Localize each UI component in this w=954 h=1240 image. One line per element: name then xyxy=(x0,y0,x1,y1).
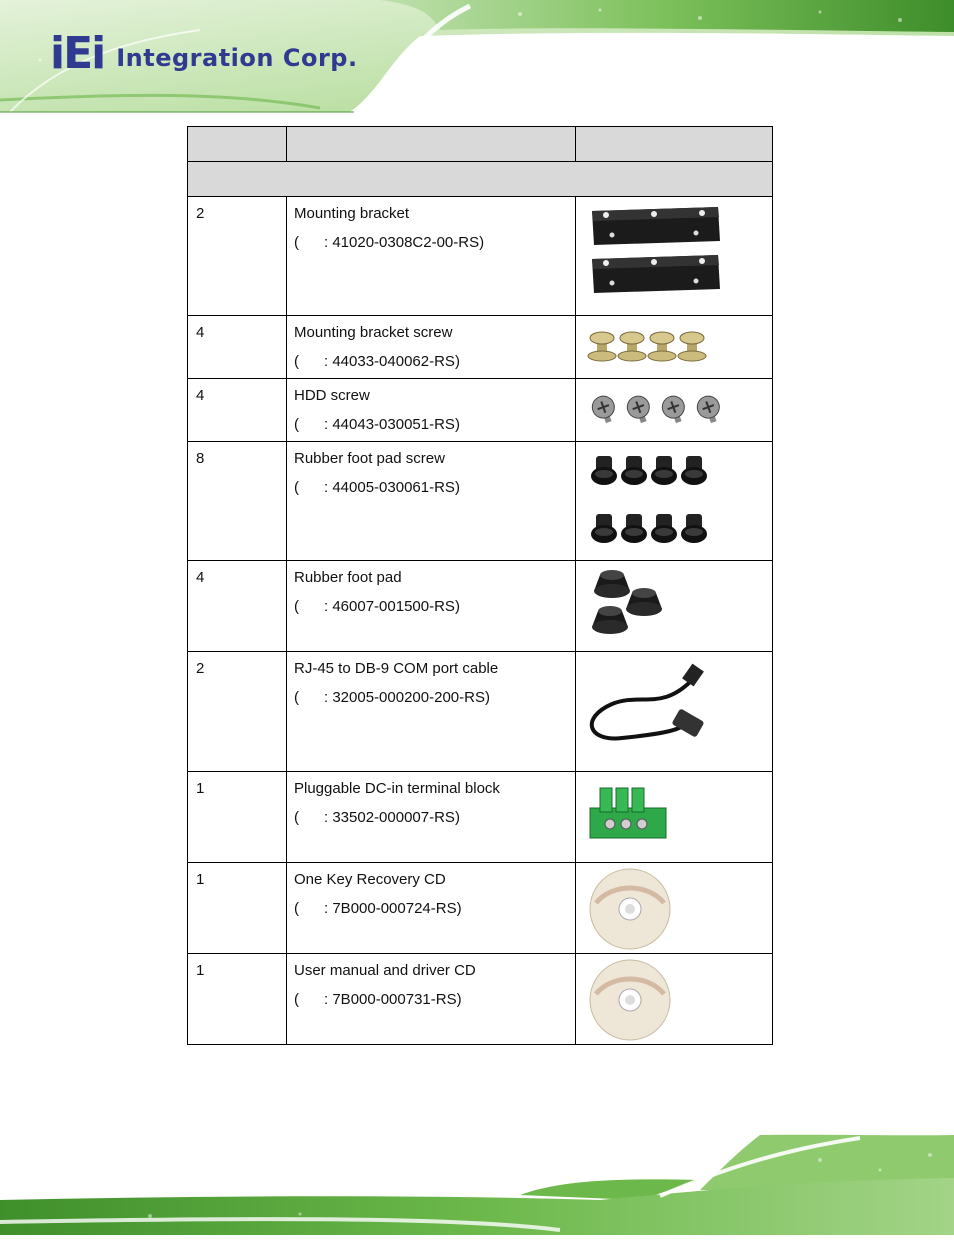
table-row xyxy=(188,954,773,1045)
item-name: Rubber foot pad xyxy=(294,569,402,586)
part-number-prefix: ( : xyxy=(294,234,333,251)
table-header-row xyxy=(188,127,773,162)
part-number-suffix: ) xyxy=(454,598,460,615)
part-number-prefix: ( : xyxy=(294,900,333,917)
part-number: 33502-000007-RS xyxy=(332,809,455,826)
item-image-cell xyxy=(576,954,773,1045)
part-number-prefix: ( : xyxy=(294,416,333,433)
part-number-prefix: ( : xyxy=(294,353,333,370)
part-number: 7B000-000731-RS xyxy=(332,991,457,1008)
part-number-prefix: ( : xyxy=(294,991,333,1008)
foot-pad-screw-image xyxy=(582,442,732,559)
footer-graphic xyxy=(0,1130,954,1235)
part-number-line xyxy=(294,689,575,707)
footer-banner xyxy=(0,1130,954,1235)
item-image-cell xyxy=(576,772,773,863)
mounting-bracket-image xyxy=(582,197,732,314)
item-description-cell xyxy=(287,652,576,772)
part-number: 41020-0308C2-00-RS xyxy=(332,234,480,251)
quantity-cell: 4 xyxy=(188,316,287,379)
item-description-cell xyxy=(287,442,576,561)
part-number-suffix: ) xyxy=(454,353,460,370)
part-number-line xyxy=(294,598,575,616)
item-description-cell xyxy=(287,772,576,863)
item-description-cell xyxy=(287,316,576,379)
group-heading xyxy=(188,162,773,197)
part-number-suffix: ) xyxy=(456,991,462,1008)
item-image-cell xyxy=(576,316,773,379)
quantity-cell: 1 xyxy=(188,863,287,954)
table-group-row xyxy=(188,162,773,197)
part-number-line xyxy=(294,234,575,252)
part-number-line xyxy=(294,416,575,434)
table-row xyxy=(188,442,773,561)
item-name: Mounting bracket xyxy=(294,205,410,222)
part-number-suffix: ) xyxy=(484,689,490,706)
part-number-suffix: ) xyxy=(454,809,460,826)
rubber-foot-pad-image xyxy=(582,561,732,650)
part-number-line xyxy=(294,353,575,371)
header-banner xyxy=(0,0,954,115)
col-item-header xyxy=(287,127,576,162)
item-name: RJ-45 to DB-9 COM port cable xyxy=(294,660,499,677)
part-number: 44033-040062-RS xyxy=(332,353,455,370)
part-number: 44005-030061-RS xyxy=(332,479,455,496)
item-image-cell xyxy=(576,561,773,652)
logo-name: Integration Corp. xyxy=(116,44,358,72)
col-quantity-header xyxy=(188,127,287,162)
table-row xyxy=(188,772,773,863)
item-image-cell xyxy=(576,652,773,772)
part-number-line xyxy=(294,479,575,497)
item-description-cell xyxy=(287,863,576,954)
item-image-cell xyxy=(576,442,773,561)
part-number-line xyxy=(294,900,575,918)
part-number-suffix: ) xyxy=(479,234,485,251)
hdd-screw-image xyxy=(582,379,732,440)
cd-disc-image xyxy=(582,954,732,1043)
part-number-suffix: ) xyxy=(456,900,462,917)
cd-disc-image xyxy=(582,863,732,952)
table-row xyxy=(188,316,773,379)
bracket-screw-image xyxy=(582,316,732,377)
quantity-cell: 4 xyxy=(188,561,287,652)
logo-mark: iEi xyxy=(50,28,105,79)
item-name: One Key Recovery CD xyxy=(294,871,446,888)
item-description-cell xyxy=(287,561,576,652)
part-number-line xyxy=(294,991,575,1009)
part-number-suffix: ) xyxy=(454,479,460,496)
com-cable-image xyxy=(582,652,732,770)
part-number-prefix: ( : xyxy=(294,809,333,826)
part-number: 7B000-000724-RS xyxy=(332,900,457,917)
item-name: HDD screw xyxy=(294,387,370,404)
item-name: User manual and driver CD xyxy=(294,962,476,979)
quantity-cell: 1 xyxy=(188,954,287,1045)
table-row xyxy=(188,561,773,652)
table-row xyxy=(188,863,773,954)
part-number-prefix: ( : xyxy=(294,598,333,615)
company-logo xyxy=(50,26,358,79)
part-number-line xyxy=(294,809,575,827)
item-image-cell xyxy=(576,863,773,954)
quantity-cell: 4 xyxy=(188,379,287,442)
quantity-cell: 1 xyxy=(188,772,287,863)
table-row xyxy=(188,197,773,316)
item-image-cell xyxy=(576,379,773,442)
item-name: Mounting bracket screw xyxy=(294,324,453,341)
item-image-cell xyxy=(576,197,773,316)
item-description-cell xyxy=(287,379,576,442)
item-description-cell xyxy=(287,197,576,316)
part-number-suffix: ) xyxy=(454,416,460,433)
quantity-cell: 8 xyxy=(188,442,287,561)
item-description-cell xyxy=(287,954,576,1045)
part-number-prefix: ( : xyxy=(294,689,333,706)
item-name: Rubber foot pad screw xyxy=(294,450,445,467)
col-image-header xyxy=(576,127,773,162)
quantity-cell: 2 xyxy=(188,652,287,772)
part-number-prefix: ( : xyxy=(294,479,333,496)
table-row xyxy=(188,379,773,442)
part-number: 44043-030051-RS xyxy=(332,416,455,433)
table-row xyxy=(188,652,773,772)
package-contents-table xyxy=(187,126,773,1045)
quantity-cell: 2 xyxy=(188,197,287,316)
part-number: 32005-000200-200-RS xyxy=(332,689,485,706)
terminal-block-image xyxy=(582,772,732,861)
item-name: Pluggable DC-in terminal block xyxy=(294,780,500,797)
part-number: 46007-001500-RS xyxy=(332,598,455,615)
